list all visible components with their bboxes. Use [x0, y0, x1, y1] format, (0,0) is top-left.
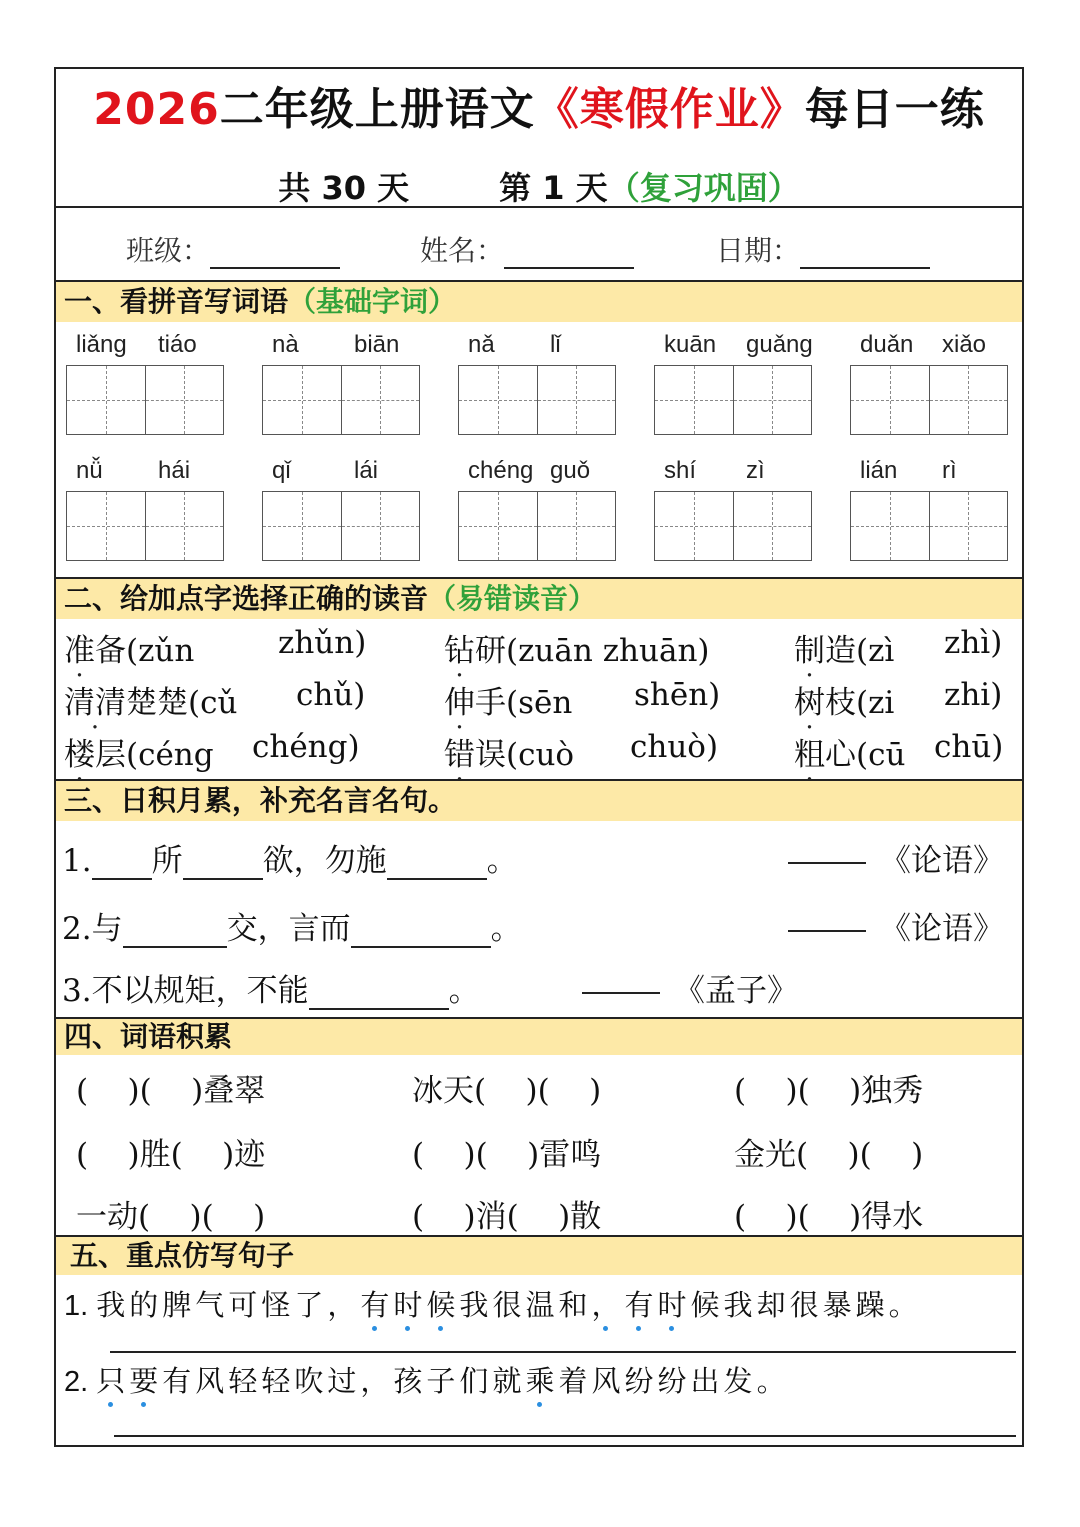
- sentence-char: 我: [459, 1288, 493, 1322]
- writing-box[interactable]: [263, 366, 342, 434]
- name-field[interactable]: [420, 229, 634, 269]
- sentence-char: 就: [492, 1364, 526, 1398]
- dotted-char: 树: [794, 685, 825, 721]
- section4-heading: [56, 1019, 1022, 1055]
- answer-line-1[interactable]: [110, 1351, 1016, 1353]
- pinyin-syllable: xiǎo: [942, 331, 987, 358]
- q1-blank-3[interactable]: [387, 846, 487, 880]
- reading-option-a[interactable]: 研(zuān zhuān): [475, 633, 710, 669]
- q1-text-b: 所: [151, 843, 183, 879]
- pinyin-label: [262, 331, 420, 361]
- dotted-char: 错: [444, 737, 475, 773]
- pinyin-label: [654, 331, 812, 361]
- title-grade: 二年级上册语文: [219, 84, 535, 135]
- q3-source-text: 《孟子》: [674, 973, 798, 1009]
- worksheet: [54, 67, 1024, 1447]
- sentence-char: 了: [294, 1288, 328, 1322]
- writing-box[interactable]: [459, 492, 538, 560]
- reading-item: [64, 625, 194, 670]
- pinyin-label: [66, 457, 224, 487]
- writing-grid[interactable]: [262, 491, 420, 561]
- sentence-char: 时: [393, 1288, 427, 1322]
- writing-grid[interactable]: [66, 491, 224, 561]
- writing-box[interactable]: [655, 366, 734, 434]
- writing-box[interactable]: [67, 492, 146, 560]
- idiom-blank-item[interactable]: 金光( )( ): [734, 1137, 924, 1173]
- idiom-blank-item[interactable]: ( )( )雷鸣: [412, 1137, 602, 1173]
- pinyin-label: [262, 457, 420, 487]
- reading-option-a[interactable]: 枝(zi: [825, 685, 895, 721]
- sentence-char: 。: [888, 1288, 922, 1322]
- sentence-char: 气: [195, 1288, 229, 1322]
- subtitle: [56, 163, 1022, 209]
- q3-text-c: 。: [448, 973, 480, 1009]
- page-title: [56, 73, 1022, 137]
- sentence-char: 和: [558, 1288, 592, 1322]
- pinyin-label: [458, 457, 616, 487]
- dotted-char: 清清: [64, 685, 126, 721]
- pinyin-syllable: lǐ: [550, 331, 561, 358]
- pinyin-syllable: nǚ: [76, 457, 103, 484]
- date-field[interactable]: [716, 229, 930, 269]
- writing-box[interactable]: [342, 366, 420, 434]
- sentence-number: 1.: [64, 1290, 97, 1322]
- day-note: （复习巩固）: [607, 169, 800, 207]
- writing-box[interactable]: [655, 492, 734, 560]
- q2-blank-2[interactable]: [351, 914, 491, 948]
- quote-1: [62, 835, 518, 880]
- pinyin-syllable: hái: [158, 457, 191, 484]
- idiom-blank-item[interactable]: ( )( )独秀: [734, 1073, 924, 1109]
- quote-3: [62, 965, 480, 1010]
- q3-text-b: 不能: [246, 973, 309, 1009]
- date-blank[interactable]: [800, 267, 930, 269]
- sentence-number: 2.: [64, 1366, 97, 1398]
- writing-box[interactable]: [538, 366, 616, 434]
- writing-box[interactable]: [146, 366, 224, 434]
- reading-item: [64, 729, 214, 774]
- section3-title: 三、日积月累，补充名言名句。: [64, 784, 457, 817]
- sentence-char: 可: [228, 1288, 262, 1322]
- sentence-char: 子: [426, 1364, 460, 1398]
- dotted-char: 准: [64, 633, 95, 669]
- sentence-char: 我: [96, 1288, 130, 1322]
- writing-box[interactable]: [930, 366, 1008, 434]
- pinyin-syllable: biān: [354, 331, 400, 358]
- pinyin-label: [66, 331, 224, 361]
- q1-blank-1[interactable]: [92, 846, 152, 880]
- writing-box[interactable]: [538, 492, 616, 560]
- writing-box[interactable]: [930, 492, 1008, 560]
- q1-blank-2[interactable]: [183, 846, 263, 880]
- writing-box[interactable]: [342, 492, 420, 560]
- section2-heading: [56, 579, 1022, 619]
- sentence-char: 。: [756, 1364, 790, 1398]
- divider: [56, 206, 1022, 208]
- pinyin-syllable: nà: [272, 331, 299, 358]
- writing-grid[interactable]: [850, 365, 1008, 435]
- sentence-char: 风: [591, 1364, 625, 1398]
- q2-text-d: 。: [490, 911, 522, 947]
- q3-text-a: 3.不以规矩，: [62, 973, 247, 1009]
- name-blank[interactable]: [504, 267, 634, 269]
- writing-box[interactable]: [734, 492, 812, 560]
- writing-box[interactable]: [459, 366, 538, 434]
- sentence-char: 过: [327, 1364, 361, 1398]
- writing-box[interactable]: [734, 366, 812, 434]
- pinyin-syllable: guǒ: [550, 457, 591, 484]
- pinyin-label: [850, 331, 1008, 361]
- sentence-char: 轻: [228, 1364, 262, 1398]
- pinyin-syllable: guǎng: [746, 331, 813, 358]
- section4-title: 四、词语积累: [64, 1020, 233, 1053]
- writing-grid[interactable]: [458, 491, 616, 561]
- pinyin-syllable: shí: [664, 457, 697, 484]
- reading-option-b[interactable]: zhǔn): [278, 625, 367, 661]
- sentence-char: ，: [360, 1364, 394, 1398]
- reading-option-b[interactable]: zhì): [944, 625, 1003, 661]
- sentence-char: ，: [591, 1288, 625, 1322]
- sentence-char: 候: [690, 1288, 724, 1322]
- writing-box[interactable]: [851, 492, 930, 560]
- sentence-char: 吹: [294, 1364, 328, 1398]
- sentence-char: 很: [492, 1288, 526, 1322]
- class-label: 班级：: [126, 234, 211, 267]
- reading-option-a[interactable]: 心(cū: [825, 737, 906, 773]
- q2-source-text: 《论语》: [880, 911, 1004, 947]
- pinyin-syllable: qǐ: [272, 457, 291, 484]
- section1-title: 一、看拼音写词语: [64, 285, 289, 318]
- writing-box[interactable]: [67, 366, 146, 434]
- writing-grid[interactable]: [654, 365, 812, 435]
- reading-option-b[interactable]: chǔ): [296, 677, 366, 713]
- sentence-char: 暴: [822, 1288, 856, 1322]
- title-year: 2026: [93, 84, 220, 135]
- sentence-char: 的: [129, 1288, 163, 1322]
- q1-text-e: 。: [486, 843, 518, 879]
- writing-grid[interactable]: [458, 365, 616, 435]
- pinyin-syllable: zì: [746, 457, 765, 484]
- sentence-char: 温: [525, 1288, 559, 1322]
- sentence-char: 有: [624, 1288, 658, 1322]
- sentence-char: 轻: [261, 1364, 295, 1398]
- sentence-char: 发: [723, 1364, 757, 1398]
- reading-option-a[interactable]: 造(zì: [825, 633, 895, 669]
- section5-title: 五、重点仿写句子: [70, 1239, 295, 1272]
- q1-text-d: 勿施: [324, 843, 387, 879]
- pinyin-syllable: lián: [860, 457, 898, 484]
- pinyin-syllable: liǎng: [76, 331, 127, 358]
- sentence-char: 时: [657, 1288, 691, 1322]
- section5-heading: [56, 1237, 1022, 1275]
- dotted-char: 制: [794, 633, 825, 669]
- reading-option-b[interactable]: chū): [934, 729, 1004, 765]
- writing-grid[interactable]: [66, 365, 224, 435]
- quote-2-source: [788, 903, 1004, 948]
- pinyin-syllable: rì: [942, 457, 957, 484]
- writing-grid[interactable]: [262, 365, 420, 435]
- q2-num: 2.与: [62, 911, 123, 947]
- section1-hint: （基础字词）: [288, 285, 457, 318]
- sentence-char: ，: [327, 1288, 361, 1322]
- dotted-char: 楼: [64, 737, 95, 773]
- reading-option-b[interactable]: zhi): [944, 677, 1003, 713]
- class-blank[interactable]: [210, 267, 340, 269]
- date-label: 日期：: [716, 234, 801, 267]
- idiom-blank-item[interactable]: ( )( )叠翠: [76, 1073, 266, 1109]
- quote-3-source: [582, 965, 798, 1010]
- q2-text-c: 言而: [288, 911, 351, 947]
- answer-line-2[interactable]: [114, 1435, 1016, 1437]
- sentence-char: 出: [690, 1364, 724, 1398]
- reading-option-a[interactable]: 备(zǔn: [95, 633, 195, 669]
- pinyin-label: [458, 331, 616, 361]
- sentence-char: 候: [426, 1288, 460, 1322]
- sentence-char: 很: [789, 1288, 823, 1322]
- quote-2: [62, 903, 522, 948]
- idiom-blank-item[interactable]: 冰天( )( ): [412, 1073, 602, 1109]
- reading-option-b[interactable]: chuò): [630, 729, 719, 765]
- sentence-char: 们: [459, 1364, 493, 1398]
- name-label: 姓名：: [420, 234, 505, 267]
- sentence-char: 纷: [657, 1364, 691, 1398]
- section1-heading: [56, 282, 1022, 322]
- class-field[interactable]: [126, 229, 340, 269]
- q3-blank-1[interactable]: [309, 976, 449, 1010]
- writing-box[interactable]: [851, 366, 930, 434]
- writing-box[interactable]: [263, 492, 342, 560]
- writing-grid[interactable]: [654, 491, 812, 561]
- sentence-char: 躁: [855, 1288, 889, 1322]
- pinyin-label: [654, 457, 812, 487]
- idiom-blank-item[interactable]: ( )消( )散: [412, 1199, 602, 1235]
- title-daily: 每日一练: [804, 84, 985, 135]
- sentence-char: 有: [162, 1364, 196, 1398]
- q2-blank-1[interactable]: [123, 914, 227, 948]
- pinyin-syllable: lái: [354, 457, 379, 484]
- idiom-blank-item[interactable]: ( )( )得水: [734, 1199, 924, 1235]
- sentence-char: 我: [723, 1288, 757, 1322]
- dotted-char: 粗: [794, 737, 825, 773]
- writing-grid[interactable]: [850, 491, 1008, 561]
- pinyin-syllable: kuān: [664, 331, 717, 358]
- reading-option-b[interactable]: shēn): [634, 677, 721, 713]
- section3-heading: [56, 781, 1022, 821]
- reading-option-a[interactable]: 楚楚(cǔ: [126, 685, 238, 721]
- sentence-char: 孩: [393, 1364, 427, 1398]
- reading-option-a[interactable]: 误(cuò: [475, 737, 575, 773]
- sentence-char: 有: [360, 1288, 394, 1322]
- pinyin-syllable: duǎn: [860, 331, 914, 358]
- reading-option-a[interactable]: 层(céng: [95, 737, 214, 773]
- sentence-char: 着: [558, 1364, 592, 1398]
- pinyin-syllable: nǎ: [468, 331, 495, 358]
- q1-text-c: 欲，: [262, 843, 325, 879]
- section2-hint: （易错读音）: [428, 582, 597, 615]
- reading-option-a[interactable]: 手(sēn: [475, 685, 573, 721]
- reading-item: [794, 625, 894, 670]
- idiom-blank-item[interactable]: 一动( )( ): [76, 1199, 266, 1235]
- sentence-char: 要: [129, 1364, 163, 1398]
- pinyin-label: [850, 457, 1008, 487]
- sentence-char: 只: [96, 1364, 130, 1398]
- reading-item: [64, 677, 237, 722]
- idiom-blank-item[interactable]: ( )胜( )迹: [76, 1137, 266, 1173]
- reading-item: [444, 625, 710, 670]
- pinyin-syllable: tiáo: [158, 331, 197, 358]
- sentence-char: 乘: [525, 1364, 559, 1398]
- sentence-char: 脾: [162, 1288, 196, 1322]
- sentence-char: 纷: [624, 1364, 658, 1398]
- reading-item: [444, 729, 574, 774]
- reading-item: [794, 677, 894, 722]
- title-highlight: 《寒假作业》: [534, 84, 805, 135]
- writing-box[interactable]: [146, 492, 224, 560]
- q2-text-b: 交，: [226, 911, 289, 947]
- sentence-char: 怪: [261, 1288, 295, 1322]
- sentence-1: [64, 1283, 922, 1324]
- day-label: 第 1 天: [499, 169, 608, 207]
- total-days: 共 30 天: [278, 169, 410, 207]
- sentence-char: 风: [195, 1364, 229, 1398]
- pinyin-syllable: chéng: [468, 457, 534, 484]
- q1-num: 1.: [62, 843, 92, 879]
- reading-item: [444, 677, 572, 722]
- dotted-char: 伸: [444, 685, 475, 721]
- section2-title: 二、给加点字选择正确的读音: [64, 582, 429, 615]
- sentence-char: 却: [756, 1288, 790, 1322]
- quote-1-source: [788, 835, 1004, 880]
- reading-item: [794, 729, 905, 774]
- dotted-char: 钻: [444, 633, 475, 669]
- sentence-2: [64, 1359, 790, 1400]
- reading-option-b[interactable]: chéng): [252, 729, 360, 765]
- q1-source-text: 《论语》: [880, 843, 1004, 879]
